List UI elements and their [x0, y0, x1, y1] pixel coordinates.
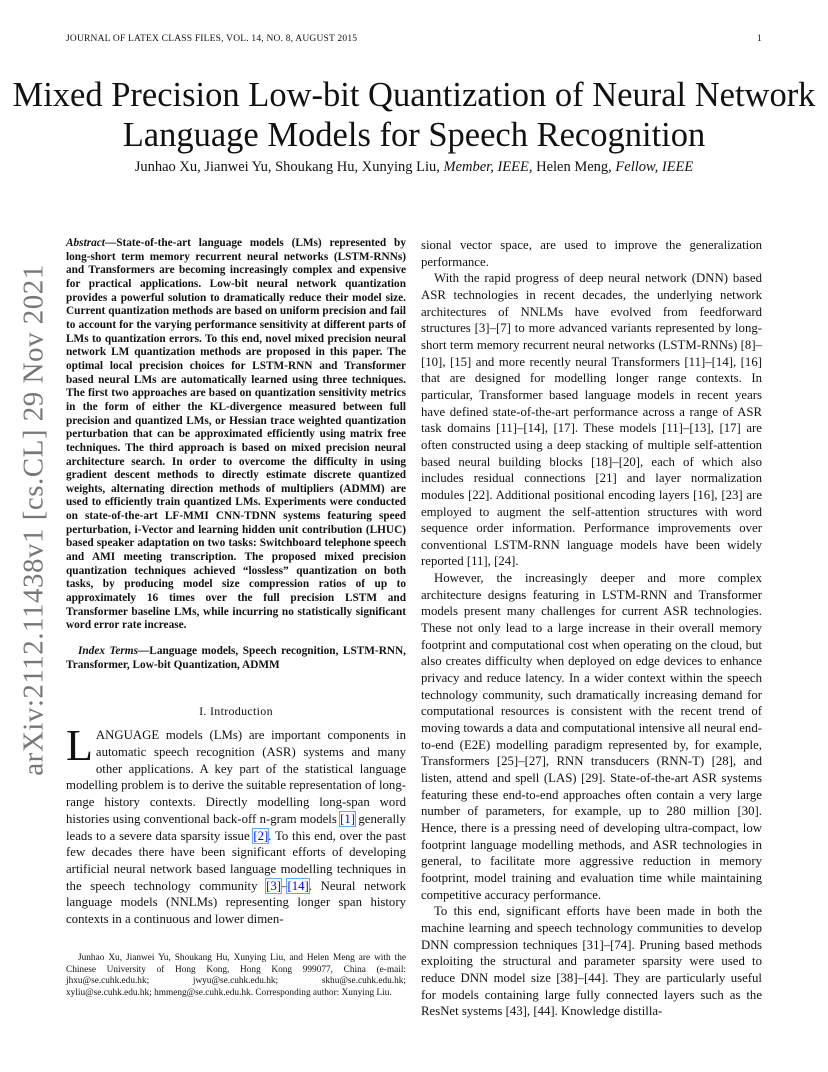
affiliation-footnote: Junhao Xu, Jianwei Yu, Shoukang Hu, Xunying Liu, and Helen Meng are with the Chinese University of Hong Kong, Hong Kong 999077, China (e-mail: jhxu@se.cuhk.edu.hk; jwyu@se.cuhk.edu.hk; skhu@se.cuhk.edu.hk; xyliu@se.cuhk.edu.hk; hmmeng@se.cuhk.edu.hk. Corresponding author: Xunying Liu.	[66, 953, 406, 998]
abstract-text: State-of-the-art language models (LMs) represented by long-short term memory recurrent neural networks (LSTM-RNNs) and Transformers are becoming increasingly complex and expensive for practical applications. Low-bit neural network quantization provides a powerful solution to dramatically reduce their model size. Current quantization methods are based on uniform precision and fail to account for the varying performance sensitivity at different parts of LMs to quantization errors. To this end, novel mixed precision neural network LM quantization methods are proposed in this paper. The optimal local precision choices for LSTM-RNN and Transformer based neural LMs are automatically learned using three techniques. The first two approaches are based on quantization sensitivity metrics in the form of either the KL-divergence measured between full precision and quantized LMs, or Hessian trace weighted quantization perturbation that can be approximated efficiently using matrix free techniques. The third approach is based on mixed precision neural architecture search. In order to overcome the difficulty in using gradient descent methods to directly estimate discrete quantized weights, alternating direction methods of multipliers (ADMM) are used to efficiently train quantized LMs. Experiments were conducted on state-of-the-art LF-MMI CNN-TDNN systems featuring speed perturbation, i-Vector and learning hidden unit contribution (LHUC) based speaker adaptation on two tasks: Switchboard telephone speech and AMI meeting transcription. The proposed mixed precision quantization techniques achieved “lossless” quantization on both tasks, by producing model size compression ratios of up to approximately 16 times over the full precision LSTM and Transformer baseline LMs, while incurring no statistically significant word error rate increase.	[66, 237, 406, 632]
section-heading: I. Introduction	[199, 704, 273, 719]
left-column	[66, 237, 406, 928]
abstract-label: Abstract	[66, 237, 105, 249]
author-list	[0, 159, 828, 176]
citation-link[interactable]: [3]	[266, 878, 282, 893]
arxiv-id-label: arXiv:2112.11438v1 [cs.CL] 29 Nov 2021	[17, 264, 50, 776]
author-names: , Helen Meng,	[528, 159, 616, 175]
running-header	[66, 34, 762, 44]
drop-cap: L	[66, 721, 93, 771]
page-number: 1	[757, 34, 762, 44]
body-paragraph: With the rapid progress of deep neural network (DNN) based ASR technologies in recent decades, the underlying network architectures of NNLMs have evolved from feedforward structures [3]–[7] to more advanced variants represented by long-short term memory recurrent neural networks (LSTM-RNNs) [8]–[10], [15] and more recently neural Transformers [11]–[14], [16] that are designed for modelling longer range contexts. In particular, Transformer based language models in recent years have defined state-of-the-art performance across a range of ASR task domains [11]–[14], [17]. These models [11]–[13], [17] are often constructed using a deep stacking of multiple self-attention based neural building blocks [18]–[20], each of which also includes residual connections [21] and layer normalization modules [22]. Additional positional encoding layers [16], [23] are employed to augment the self-attention structures with word sequence order information. Performance improvements over conventional LSTM-RNN language models have been widely reported [11], [24].	[421, 271, 762, 569]
journal-name: JOURNAL OF LATEX CLASS FILES, VOL. 14, NO. 8, AUGUST 2015	[66, 34, 358, 44]
right-column	[421, 237, 762, 1020]
author-role: Fellow, IEEE	[615, 159, 694, 175]
index-terms-label: Index Terms	[78, 645, 138, 658]
paper-title: Mixed Precision Low-bit Quantization of Neural Network Language Models for Speech Recognition	[12, 76, 816, 154]
index-terms: Index Terms—Language models, Speech recognition, LSTM-RNN, Transformer, Low-bit Quantization, ADMM	[66, 645, 406, 671]
intro-text: generally leads to a severe data sparsity issue	[66, 811, 406, 843]
intro-text: ANGUAGE models (LMs) are important components in automatic speech recognition (ASR) systems and many other applications. A key part of the statistical language modelling problem is to derive the suitable representation of long-range history contexts. Directly modelling long-span word histories using conventional back-off n-gram models	[66, 728, 406, 826]
author-names: Junhao Xu, Jianwei Yu, Shoukang Hu, Xunying Liu,	[134, 159, 444, 175]
body-paragraph: However, the increasingly deeper and more complex architecture designs featuring in LSTM-RNN and Transformer models present many challenges for current ASR technologies. These not only lead to a large increase in their overall memory footprint and computational cost when operating on the cloud, but also creates difficulty when deployed on edge devices to enhance privacy and reduce latency. In a wider context within the speech technology community, such dramatically increasing demand for computational resources is consistent with the recent trend of moving towards a data and computational intensive all neural end-to-end (E2E) modelling paradigm represented by, for example, Transformers [25]–[27], RNN transducers (RNN-T) [28], and listen, attend and spell (LAS) [29]. State-of-the-art ASR systems featuring these end-to-end approaches often contain a very large number of parameters, for example, up to 280 million [30]. Hence, there is a pressing need of developing ultra-compact, low footprint language modelling methods, and ASR technologies in general, to facilitate more aggressive reduction in memory footprint, model training and evaluation time while maintaining competitive accuracy performance.	[421, 571, 762, 902]
body-paragraph: sional vector space, are used to improve the generalization performance.	[421, 238, 762, 269]
citation-link[interactable]: [1]	[340, 811, 356, 826]
body-paragraph: To this end, significant efforts have been made in both the machine learning and speech technology communities to develop DNN compression techniques [31]–[74]. Pruning based methods exploiting the structural and parameter sparsity were used to reduce DNN model size [38]–[44]. They are particularly useful for models containing large fully connected layers such as the ResNet systems [43], [44]. Knowledge distilla-	[421, 904, 762, 1019]
citation-link[interactable]: [2]	[253, 828, 269, 843]
author-role: Member, IEEE	[443, 159, 529, 175]
intro-text: . To this end, over the past few decades there have been significant efforts of developing artificial neural network based language modelling techniques in the speech technology community	[66, 828, 407, 893]
index-terms-text: Language models, Speech recognition, LSTM-RNN, Transformer, Low-bit Quantization, ADMM	[66, 645, 406, 671]
intro-paragraph: LANGUAGE models (LMs) are important components in automatic speech recognition (ASR) systems and many other applications. A key part of the statistical language modelling problem is to derive the suitable representation of long-range history contexts. Directly modelling long-span word histories using conventional back-off n-gram models [1] generally leads to a severe data sparsity issue [2]. To this end, over the past few decades there have been significant efforts of developing artificial neural network based language modelling techniques in the speech technology community [3]–[14]. Neural network language models (NNLMs) representing longer span history contexts in a continuous and lower dimen-	[66, 721, 407, 927]
intro-text: . Neural network language models (NNLMs) representing longer span history contexts in a continuous and lower dimen-	[66, 878, 406, 927]
abstract: Abstract—State-of-the-art language models (LMs) represented by long-short term memory recurrent neural networks (LSTM-RNNs) and Transformers are becoming increasingly complex and expensive for practical applications. Low-bit neural network quantization provides a powerful solution to dramatically reduce their model size. Current quantization methods are based on uniform precision and fail to account for the varying performance sensitivity at different parts of LMs to quantization errors. To this end, novel mixed precision neural network LM quantization methods are proposed in this paper. The optimal local precision choices for LSTM-RNN and Transformer based neural LMs are automatically learned using three techniques. The first two approaches are based on quantization sensitivity metrics in the form of either the KL-divergence measured between full precision and quantized LMs, or Hessian trace weighted quantization perturbation that can be approximated efficiently using matrix free techniques. The third approach is based on mixed precision neural architecture search. In order to overcome the difficulty in using gradient descent methods to directly estimate discrete quantized weights, alternating direction methods of multipliers (ADMM) are used to efficiently train quantized LMs. Experiments were conducted on state-of-the-art LF-MMI CNN-TDNN systems featuring speed perturbation, i-Vector and learning hidden unit contribution (LHUC) based speaker adaptation on two tasks: Switchboard telephone speech and AMI meeting transcription. The proposed mixed precision quantization techniques achieved “lossless” quantization on both tasks, by producing model size compression ratios of up to approximately 16 times over the full precision LSTM and Transformer baseline LMs, while incurring no statistically significant word error rate increase.	[66, 237, 406, 632]
arxiv-stamp[interactable]	[17, 264, 50, 776]
citation-link[interactable]: [14]	[287, 878, 309, 893]
